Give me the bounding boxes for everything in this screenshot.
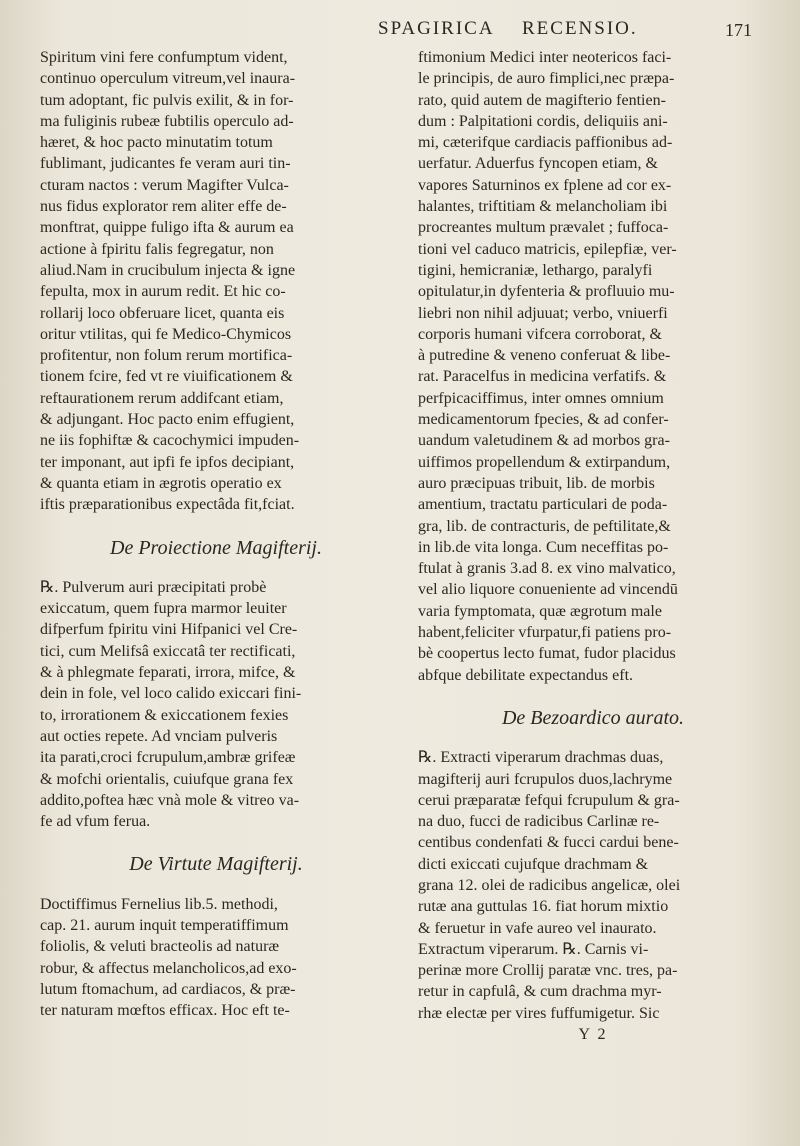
text-line: ita parati,croci fcrupulum,ambræ grifeæ [40,749,296,767]
right-paragraph-1 [418,47,768,686]
text-line: ℞. Extracti viperarum drachmas duas, [418,749,664,767]
text-line: ter naturam mœftos efficax. Hoc eft te- [40,1002,290,1020]
text-line: dein in fole, vel loco calido exiccari fini- [40,685,302,703]
text-line: & feruetur in vafe aureo vel inaurato. [418,919,657,937]
text-line: rollarij loco obferuare licet, quanta eis [40,304,285,322]
text-line: robur, & affectus melancholicos,ad exo- [40,959,297,977]
text-line: retur in capfulâ, & cum drachma myr- [418,983,662,1001]
text-line: varia fymptomata, quæ ægrotum male [418,602,662,620]
text-line: tum adoptant, fic pulvis exilit, & in for- [40,91,294,109]
text-line: rato, quid autem de magifterio fentien- [418,91,666,109]
text-line: reftaurationem rerum addifcant etiam, [40,389,284,407]
text-line: corporis humani vifcera corroborat, & [418,325,662,343]
text-line: fe ad vfum ferua. [40,813,151,831]
text-line: fublimant, judicantes fe veram auri tin- [40,155,291,173]
text-line: liebri non nihil adjuuat; verbo, vniuerfi [418,304,668,322]
text-line: le principis, de auro fimplici,nec præpa- [418,70,675,88]
text-line: perfpicaciffimus, inter omnes omnium [418,389,664,407]
text-line: dicti exiccati cujufque drachmam & [418,855,649,873]
right-column [418,47,768,1045]
section-heading-proiectione: De Proiectione Magifterij. [110,536,322,559]
text-line: halantes, triftitiam & melancholiam ibi [418,198,668,216]
text-line: ne iis fophiftæ & cacochymici impuden- [40,432,300,450]
text-line: amentium, tractatu particulari de poda- [418,496,668,514]
left-paragraph-2 [40,577,392,833]
text-line: hæret, & hoc pacto minutatim totum [40,134,273,152]
text-line: rhæ electæ per vires fuffumigetur. Sic [418,1004,660,1022]
text-line: profitentur, non folum rerum mortifica- [40,347,293,365]
text-line: lutum ftomachum, ad cardiacos, & præ- [40,980,296,998]
text-line: Extractum viperarum. ℞. Carnis vi- [418,940,649,958]
text-line: à putredine & veneno conferuat & libe- [418,347,671,365]
text-line: fepulta, mox in aurum redit. Et hic co- [40,283,286,301]
text-line: & adjungant. Hoc pacto enim effugient, [40,411,295,429]
signature-mark: Y 2 [578,1026,608,1044]
text-line: ma fuliginis rubeæ fubtilis operculo ad- [40,112,294,130]
text-line: ftulat à granis 3.ad 8. ex vino malvatico, [418,560,676,578]
left-paragraph-1 [40,47,392,516]
text-line: centibus condenfati & fucci cardui bene- [418,834,679,852]
right-paragraph-2 [418,747,768,1024]
text-line: vapores Saturninos ex fplene ad cor ex- [418,176,672,194]
text-line: grana 12. olei de radicibus angelicæ, olei [418,876,681,894]
text-line: perinæ more Crollij paratæ vnc. tres, pa- [418,962,678,980]
text-line: nus fidus explorator rem aliter effe de- [40,198,287,216]
text-line: medicamentorum fpecies, & ad confer- [418,411,669,429]
section-heading-virtute: De Virtute Magifterij. [129,853,303,876]
text-line: iftis præparationibus expectâda fit,fciat. [40,496,295,514]
text-line: cerui præparatæ fefqui fcrupulum & gra- [418,791,680,809]
text-line: opitulatur,in dyfenteria & profluuio mu- [418,283,675,301]
text-line: aut octies repete. Ad vnciam pulveris [40,727,278,745]
text-line: to, irrorationem & exiccationem fexies [40,706,289,724]
text-line: cturam nactos : verum Magifter Vulca- [40,176,289,194]
text-line: dum : Palpitationi cordis, deliquiis ani- [418,112,668,130]
running-header [0,18,800,50]
text-line: abfque debilitate expectandus eft. [418,666,634,684]
text-line: actione à fpiritu falis fegregatur, non [40,240,274,258]
text-line: rat. Paracelfus in medicina verfatifs. & [418,368,667,386]
text-line: aliud.Nam in crucibulum injecta & igne [40,261,296,279]
text-line: uerfatur. Aduerfus fyncopen etiam, & [418,155,658,173]
text-line: monftrat, quippe fuligo ifta & aurum ea [40,219,294,237]
running-title-right: RECENSIO. [522,18,638,39]
text-line: habent,feliciter vfurpatur,fi patiens pro- [418,624,672,642]
text-line: ℞. Pulverum auri præcipitati probè [40,578,267,596]
text-line: mi, cæterifque cardiacis paffionibus ad- [418,134,673,152]
text-line: Doctiffimus Fernelius lib.5. methodi, [40,895,278,913]
text-line: tioni vel caduco matricis, epilepfiæ, ver- [418,240,677,258]
text-line: & quanta etiam in ægrotis operatio ex [40,474,282,492]
text-line: tici, cum Melifsâ exiccatâ ter rectificati, [40,642,296,660]
text-line: foliolis, & veluti bracteolis ad naturæ [40,938,280,956]
text-line: continuo operculum vitreum,vel inaura- [40,70,296,88]
text-line: rutæ ana guttulas 16. fiat horum mixtio [418,898,669,916]
page-number: 171 [725,20,752,40]
text-line: cap. 21. aurum inquit temperatiffimum [40,916,289,934]
text-line: exiccatum, quem fupra marmor leuiter [40,600,287,618]
section-heading-bezoardico: De Bezoardico aurato. [501,706,684,729]
text-line: bè coopertus lecto fumat, fudor placidus [418,645,676,663]
text-line: ter imponant, aut ipfi fe ipfos decipiant, [40,453,295,471]
text-line: uiffimos propellendum & extirpandum, [418,453,671,471]
text-line: magifterij auri fcrupulos duos,lachryme [418,770,673,788]
left-column [40,47,392,1021]
text-line: ftimonium Medici inter neotericos faci- [418,49,672,66]
left-paragraph-3 [40,894,392,1022]
text-line: na duo, fucci de radicibus Carlinæ re- [418,813,660,831]
text-line: oritur vtilitas, qui fe Medico-Chymicos [40,325,292,343]
text-line: tigini, hemicraniæ, lethargo, paralyfi [418,261,653,279]
text-line: uandum valetudinem & ad morbos gra- [418,432,670,450]
text-line: Spiritum vini fere confumptum vident, [40,49,288,66]
text-line: vel alio liquore conueniente ad vincendū [418,581,678,599]
text-line: in lib.de vita longa. Cum neceffitas po- [418,538,669,556]
text-line: procreantes multum prævalet ; fuffoca- [418,219,669,237]
text-line: gra, lib. de contracturis, de peftilitate,& [418,517,671,535]
text-line: difperfum fpiritu vini Hifpanici vel Cre- [40,621,298,639]
text-line: & à phlegmate feparati, irrora, mifce, & [40,664,296,682]
text-line: & mofchi orientalis, cuiufque grana fex [40,770,294,788]
text-line: tionem fcire, fed vt re viuificationem & [40,368,293,386]
text-line: auro præcipuas tribuit, lib. de morbis [418,474,655,492]
text-line: addito,poftea hæc vnà mole & vitreo va- [40,791,300,809]
running-title-left: SPAGIRICA [378,18,495,39]
